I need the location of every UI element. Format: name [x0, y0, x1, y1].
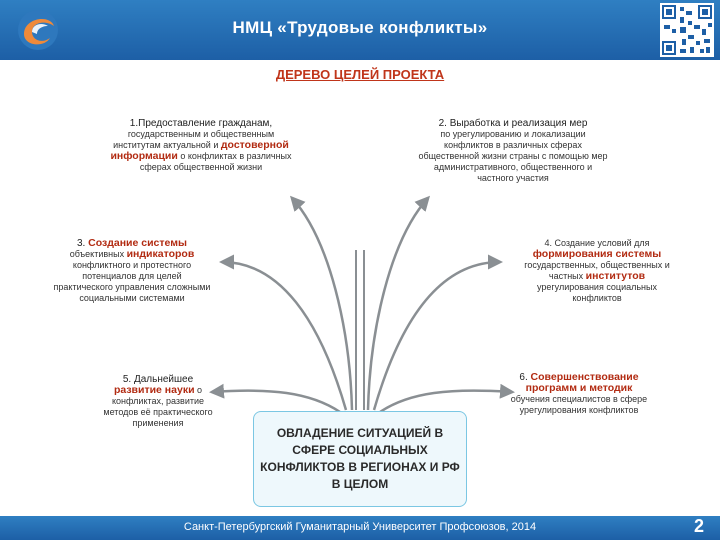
- goal-2-lead: 2. Выработка и реализация мер: [438, 118, 588, 129]
- goal-6-number: 6.: [519, 372, 531, 383]
- goal-3-number: 3.: [77, 238, 89, 249]
- goal-2: [418, 118, 608, 184]
- goal-3-text: объективных: [69, 249, 127, 259]
- goal-3-text-2: конфликтного и протестного потенциалов для целей практического управления сложными социальными системами: [53, 260, 211, 303]
- goal-3: [52, 238, 212, 304]
- goal-4: [516, 238, 678, 304]
- goal-6: [510, 372, 648, 416]
- goal-5: [100, 374, 216, 429]
- goal-1-highlight: достоверной информации: [110, 139, 289, 162]
- arrow-goal-2: [368, 198, 428, 410]
- goal-1: [106, 118, 296, 173]
- goal-5-text: о конфликтах, развитие методов её практического применения: [103, 385, 213, 428]
- footer-text: Санкт-Петербургский Гуманитарный Университет Профсоюзов, 2014: [183, 521, 537, 533]
- arrow-goal-1: [292, 198, 352, 410]
- goal-1-text: государственным и общественным институтам актуальной и: [113, 129, 275, 150]
- goal-5-highlight: развитие науки: [113, 384, 195, 396]
- goal-3-highlight: Создание системы: [88, 237, 187, 249]
- center-goal-text: ОВЛАДЕНИЕ СИТУАЦИЕЙ В СФЕРЕ СОЦИАЛЬНЫХ КОНФЛИКТОВ В РЕГИОНАХ И РФ В ЦЕЛОМ: [260, 426, 460, 491]
- arrow-goal-4: [374, 262, 500, 410]
- goal-2-text: по урегулированию и локализации конфликтов в различных сферах общественной жизни страны с помощью мер административного, общественного и частного участия: [418, 129, 608, 183]
- page-title: НМЦ «Трудовые конфликты»: [232, 18, 488, 37]
- page-number: 2: [694, 516, 705, 536]
- diagram-title: ДЕРЕВО ЦЕЛЕЙ ПРОЕКТА: [275, 67, 445, 82]
- goal-6-text: обучения специалистов в сфере урегулирования конфликтов: [510, 394, 648, 415]
- goal-1-lead: 1.Предоставление гражданам,: [129, 118, 273, 129]
- goal-6-highlight: Совершенствование программ и методик: [525, 371, 639, 394]
- goal-4-number: 4. Создание условий для: [544, 238, 650, 248]
- goal-4-text: государственных, общественных и частных: [524, 260, 670, 281]
- footer-bar: [0, 516, 720, 540]
- goal-1-text-2: о конфликтах в различных сферах общественной жизни: [139, 151, 292, 172]
- goal-4-text-2: урегулирования социальных конфликтов: [536, 282, 657, 303]
- goal-3-highlight-2: индикаторов: [126, 248, 195, 260]
- goal-5-number: 5. Дальнейшее: [122, 374, 194, 385]
- arrow-goal-5: [212, 391, 340, 412]
- arrow-goal-6: [380, 391, 512, 412]
- arrow-goal-3: [222, 262, 346, 410]
- center-goal-box: [253, 411, 467, 507]
- goal-4-highlight-2: институтов: [585, 270, 646, 282]
- goal-4-highlight: формирования системы: [532, 248, 662, 260]
